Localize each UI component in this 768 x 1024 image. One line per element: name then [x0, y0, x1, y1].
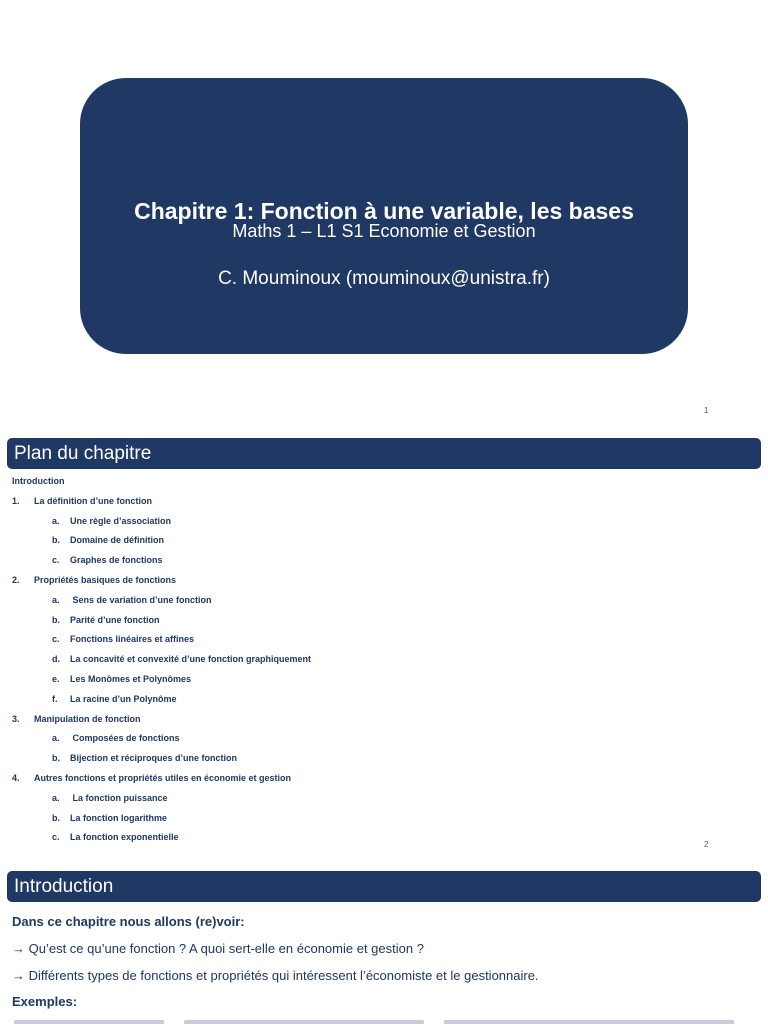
toc-item-label: Sens de variation d’une fonction — [70, 594, 212, 605]
toc-item-label: Parité d’une fonction — [70, 614, 160, 625]
toc-item-label: Autres fonctions et propriétés utiles en économie et gestion — [34, 773, 292, 783]
chapter-title: Chapitre 1: Fonction à une variable, les bases — [134, 198, 634, 224]
toc-item — [52, 694, 177, 704]
toc-item — [12, 476, 65, 486]
toc-item — [52, 516, 171, 526]
toc-item-number: b. — [52, 812, 60, 823]
toc-item — [52, 674, 191, 684]
toc-item-number: a. — [52, 515, 60, 526]
toc-item-label: Fonctions linéaires et affines — [70, 634, 195, 645]
truncated-text-line — [14, 1016, 734, 1024]
toc-item — [52, 654, 311, 664]
toc-item — [12, 496, 152, 506]
examples-heading: Exemples: — [12, 994, 78, 1009]
toc-item — [52, 535, 164, 545]
toc-item-label: La fonction puissance — [70, 792, 168, 803]
toc-item-number: b. — [52, 614, 60, 625]
toc-item-number: b. — [52, 535, 60, 546]
toc-item-label: Une règle d’association — [70, 515, 172, 526]
author-line: C. Mouminoux (mouminoux@unistra.fr) — [218, 268, 550, 289]
toc-item — [12, 575, 176, 585]
toc-item-number: 3. — [12, 713, 20, 724]
toc-item — [52, 555, 163, 565]
toc-item-number: f. — [52, 693, 58, 704]
toc-item — [52, 595, 212, 605]
toc-item-label: Bijection et réciproques d’une fonction — [70, 753, 238, 764]
toc-item — [52, 753, 237, 763]
toc-item — [52, 634, 194, 644]
toc-item-label: Domaine de définition — [70, 535, 165, 546]
toc-item — [52, 733, 180, 743]
toc-item — [52, 832, 179, 842]
toc-item-number: c. — [52, 555, 60, 566]
toc-item-number: a. — [52, 594, 60, 605]
toc-item-number: c. — [52, 634, 60, 645]
title-card — [80, 78, 688, 354]
toc-item-label: Les Monômes et Polynômes — [70, 674, 192, 684]
toc-item — [52, 793, 168, 803]
toc-item-label: Introduction — [12, 476, 65, 486]
toc-item-label: Composées de fonctions — [70, 733, 180, 744]
toc-item-number: e. — [52, 674, 60, 684]
intro-heading: Dans ce chapitre nous allons (re)voir: — [12, 914, 245, 929]
toc-item-label: La concavité et convexité d’une fonction graphiquement — [70, 654, 312, 665]
page-number-1: 1 — [704, 406, 709, 415]
course-title: Maths 1 – L1 S1 Economie et Gestion — [232, 221, 536, 241]
toc-item — [12, 773, 291, 783]
toc-item-label: La racine d’un Polynôme — [70, 693, 177, 704]
toc-item-number: 2. — [12, 575, 20, 585]
toc-item-label: La définition d’une fonction — [34, 495, 152, 506]
toc-item-label: La fonction logarithme — [70, 812, 168, 823]
intro-bullet-1: → Qu’est ce qu’une fonction ? A quoi sert-elle en économie et gestion ? — [12, 941, 424, 956]
toc-item-label: Graphes de fonctions — [70, 555, 163, 566]
page-number-2: 2 — [704, 840, 709, 849]
intro-bullet-2: → Différents types de fonctions et propriétés qui intéressent l’économiste et le gestionnaire. — [12, 968, 539, 983]
toc-item-label: Manipulation de fonction — [34, 713, 141, 724]
toc-item-number: 4. — [12, 773, 20, 783]
toc-item-number: a. — [52, 733, 60, 744]
toc-item-number: d. — [52, 654, 60, 665]
toc-item — [52, 813, 167, 823]
toc-item-label: Propriétés basiques de fonctions — [34, 575, 177, 585]
toc-item-number: 1. — [12, 495, 20, 506]
toc-item-number: b. — [52, 753, 60, 764]
toc-item — [12, 714, 141, 724]
plan-header: Plan du chapitre — [7, 438, 761, 469]
toc-item — [52, 615, 160, 625]
toc-item-number: a. — [52, 792, 60, 803]
introduction-header: Introduction — [7, 871, 761, 902]
toc-item-number: c. — [52, 832, 60, 843]
toc-item-label: La fonction exponentielle — [70, 832, 179, 843]
